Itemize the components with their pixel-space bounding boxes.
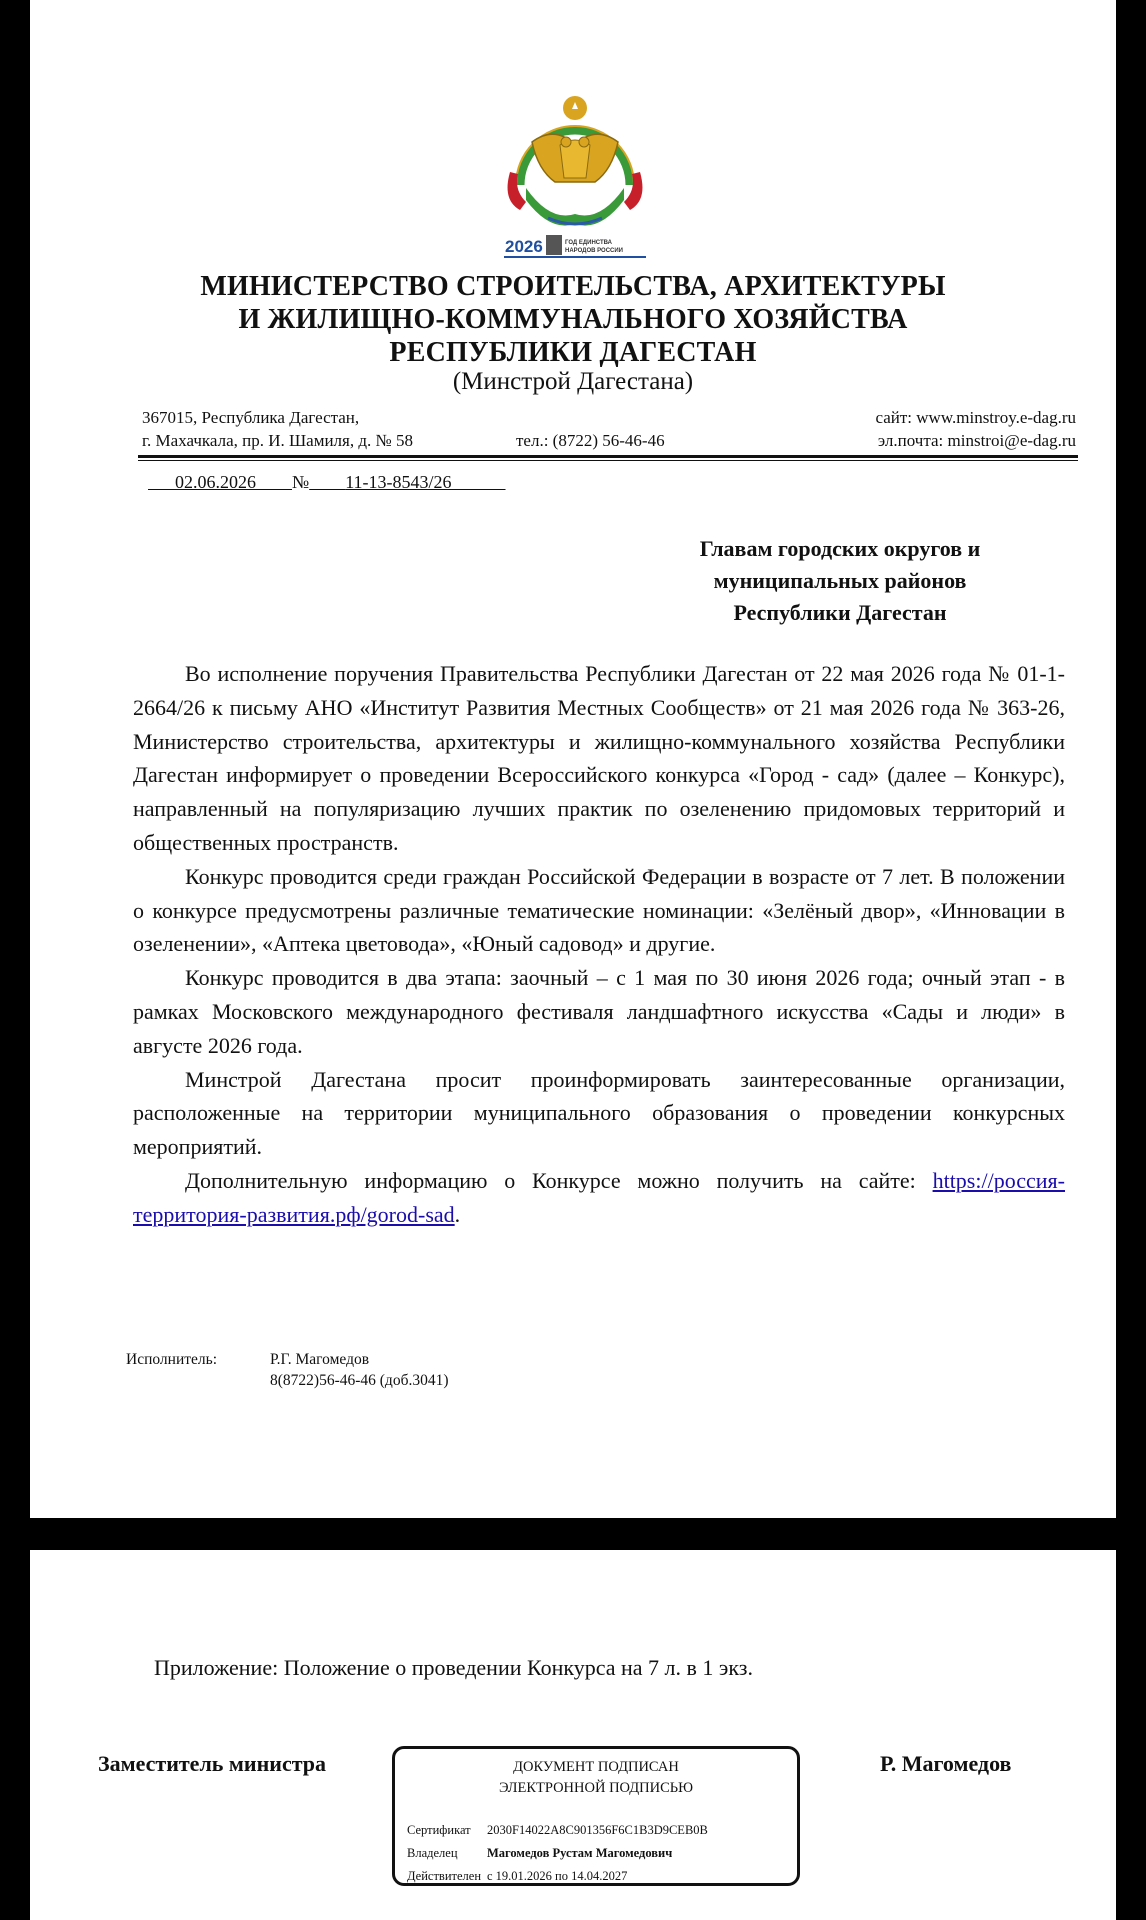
owner-label: Владелец — [407, 1846, 458, 1860]
stamp-validity — [407, 1867, 627, 1885]
stamp-title-line-2: ЭЛЕКТРОННОЙ ПОДПИСЬЮ — [498, 1780, 694, 1796]
validity-label: Действителен — [407, 1869, 482, 1883]
postal-address — [142, 406, 413, 452]
executor-phone: 8(8722)56-46-46 (доб.3041) — [270, 1372, 449, 1389]
addressee-line: Республики Дагестан — [733, 600, 947, 625]
number-sign: № — [292, 472, 310, 492]
link-suffix: . — [454, 1201, 461, 1227]
stamp-certificate — [407, 1821, 708, 1839]
executor-label: Исполнитель: — [126, 1351, 218, 1368]
validity-value: с 19.01.2026 по 14.04.2027 — [487, 1869, 628, 1883]
letter-page-1 — [30, 0, 1116, 1518]
contacts — [875, 406, 1076, 452]
registration-date: 02.06.2026 — [175, 472, 256, 492]
ministry-line: И ЖИЛИЩНО-КОММУНАЛЬНОГО ХОЗЯЙСТВА — [238, 304, 908, 335]
appendix: Приложение: Положение о проведении Конкурса на 7 л. в 1 экз. — [154, 1655, 753, 1680]
stamp-owner — [407, 1844, 672, 1862]
contest-link[interactable]: https://россия-территория-развития.рф/gorod-sad — [133, 1167, 1065, 1227]
ministry-line: МИНИСТЕРСТВО СТРОИТЕЛЬСТВА, АРХИТЕКТУРЫ — [200, 271, 946, 302]
year-badge: 2026 — [505, 237, 543, 256]
signatory-name: Р. Магомедов — [880, 1751, 1012, 1776]
dagestan-coat-of-arms-icon — [500, 90, 650, 260]
executor-name: Р.Г. Магомедов — [270, 1351, 370, 1368]
header-divider — [138, 455, 1078, 458]
letter-body — [133, 657, 1065, 1232]
ministry-line: РЕСПУБЛИКИ ДАГЕСТАН — [389, 337, 757, 368]
email: эл.почта: minstroi@e-dag.ru — [877, 431, 1076, 450]
address-line-2: г. Махачкала, пр. И. Шамиля, д. № 58 — [142, 431, 413, 450]
addressee-line: муниципальных районов — [713, 568, 967, 593]
executor-info — [270, 1349, 449, 1391]
addressee — [630, 533, 1050, 629]
phone: тел.: (8722) 56-46-46 — [516, 431, 665, 450]
stamp-title-line-1: ДОКУМЕНТ ПОДПИСАН — [513, 1759, 679, 1775]
addressee-line: Главам городских округов и — [699, 536, 981, 561]
year-caption-2: НАРОДОВ РОССИИ — [565, 248, 623, 254]
year-caption-1: ГОД ЕДИНСТВА — [565, 240, 612, 246]
ministry-short-name: (Минстрой Дагестана) — [452, 368, 694, 395]
header-divider — [138, 460, 1078, 461]
signatory-role: Заместитель министра — [98, 1751, 327, 1776]
address-line-1: 367015, Республика Дагестан, — [142, 408, 360, 427]
certificate-label: Сертификат — [407, 1823, 471, 1837]
body-paragraph: Конкурс проводится в два этапа: заочный – с 1 мая по 30 июня 2026 года; очный этап - в рамках Московского международного фестиваля ландшафтного искусства «Сады и люди» в августе 2026 года. — [133, 965, 1065, 1058]
body-paragraph-last — [133, 1164, 1065, 1232]
e-signature-stamp — [392, 1746, 800, 1886]
certificate-value: 2030F14022A8C901356F6C1B3D9CEB0B — [487, 1823, 708, 1837]
owner-value: Магомедов Рустам Магомедович — [487, 1846, 673, 1860]
registration-line — [148, 472, 506, 493]
site: сайт: www.minstroy.e-dag.ru — [875, 408, 1076, 427]
body-paragraph: Конкурс проводится среди граждан Российской Федерации в возрасте от 7 лет. В положении о конкурсе предусмотрены различные тематические номинации: «Зелёный двор», «Инновации в озеленении», «Аптека цветовода», «Юный садовод» и другие. — [133, 863, 1065, 957]
registration-number: 11-13-8543/26 — [345, 472, 452, 492]
body-paragraph: Минстрой Дагестана просит проинформировать заинтересованные организации, расположенные на территории муниципального образования о проведении конкурсных мероприятий. — [133, 1066, 1065, 1160]
ministry-name — [30, 270, 1116, 369]
body-paragraph: Во исполнение поручения Правительства Республики Дагестан от 22 мая 2026 года № 01-1-2664/26 к письму АНО «Институт Развития Местных Сообществ» от 21 мая 2026 года № 363-26, Министерство строительства, архитектуры и жилищно-коммунального хозяйства Республики Дагестан информирует о проведении Всероссийского конкурса «Город - сад» (далее – Конкурс), направленный на популяризацию лучших практик по озеленению придомовых территорий и общественных пространств. — [133, 661, 1065, 855]
info-text: Дополнительную информацию о Конкурсе можно получить на сайте: — [185, 1167, 933, 1193]
